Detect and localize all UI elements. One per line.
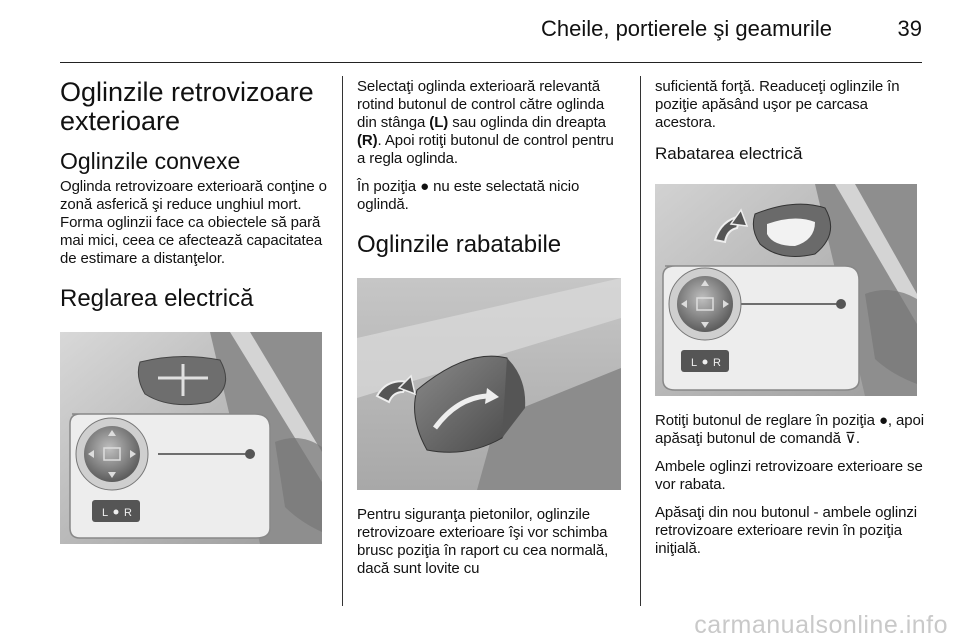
paragraph-rotate-knob: Rotiţi butonul de reglare în poziţia ●, apoi apăsaţi butonul de comandă ⊽. — [655, 412, 925, 447]
paragraph-select-mirror: Selectaţi oglinda exterioară relevantă rotind butonul de control către oglinda din stânga (L) sau oglinda din dreapta (R). Apoi rotiţi butonul de control pentru a regla oglinda. — [357, 78, 614, 167]
section-title-exterior-mirrors: Oglinzile retrovizoare exterioare — [60, 77, 314, 136]
figure-electric-folding — [655, 184, 917, 396]
paragraph-pedestrian-safety: Pentru siguranţa pietonilor, oglinzile retrovizoare exterioare îşi vor schimba brusc poziţia în raport cu cea normală, dacă sunt lovite cu — [357, 506, 609, 577]
column-divider-2 — [640, 76, 641, 606]
column-divider-1 — [342, 76, 343, 606]
heading-convex-mirrors: Oglinzile convexe — [60, 148, 241, 174]
page-header — [60, 0, 922, 63]
electric-folding-illustration — [655, 184, 917, 396]
fold-button-icon: ⊽ — [844, 430, 856, 447]
label-right: (R) — [357, 132, 378, 149]
column-1 — [60, 78, 328, 544]
fig3-label-r: R — [713, 357, 721, 369]
paragraph-reset-mirrors: suficientă forţă. Readuceţi oglinzile în poziţie apăsând uşor pe carcasa acestora. — [655, 78, 900, 131]
paragraph-neutral-position: În poziţia ● nu este selectată nicio oglindă. — [357, 178, 580, 213]
paragraph-mirrors-fold: Ambele oglinzi retrovizoare exterioare se vor rabata. — [655, 458, 923, 493]
label-left: (L) — [429, 114, 449, 131]
column-3 — [655, 78, 925, 568]
folding-mirror-illustration — [357, 278, 621, 490]
page-number: 39 — [897, 16, 922, 41]
column-2 — [357, 78, 625, 588]
paragraph-convex-mirrors: Oglinda retrovizoare exterioară conţine o zonă asferică şi reduce unghiul mort. Forma oglinzii face ca obiectele să pară mai mici, ceea ce afectează capacitatea de estimare a distanţelor. — [60, 178, 327, 267]
heading-electric-folding: Rabatarea electrică — [655, 144, 803, 163]
figure-folding-mirror — [357, 278, 621, 490]
fig1-label-r: R — [124, 507, 132, 519]
fig3-label-l: L — [691, 357, 698, 369]
figure-electric-adjustment — [60, 332, 322, 544]
heading-folding-mirrors: Oglinzile rabatabile — [357, 231, 562, 258]
mirror-adjust-illustration — [60, 332, 322, 544]
fig1-label-l: L — [102, 507, 109, 519]
heading-electric-adjustment: Reglarea electrică — [60, 285, 254, 312]
dot-position-icon: ● — [878, 412, 888, 429]
header-title: Cheile, portierele şi geamurile — [540, 16, 832, 41]
dot-position-icon: ● — [420, 178, 430, 195]
watermark: carmanualsonline.info — [694, 611, 948, 639]
paragraph-press-again: Apăsaţi din nou butonul - ambele oglinzi retrovizoare exterioare revin în poziţia iniţială. — [655, 504, 918, 557]
